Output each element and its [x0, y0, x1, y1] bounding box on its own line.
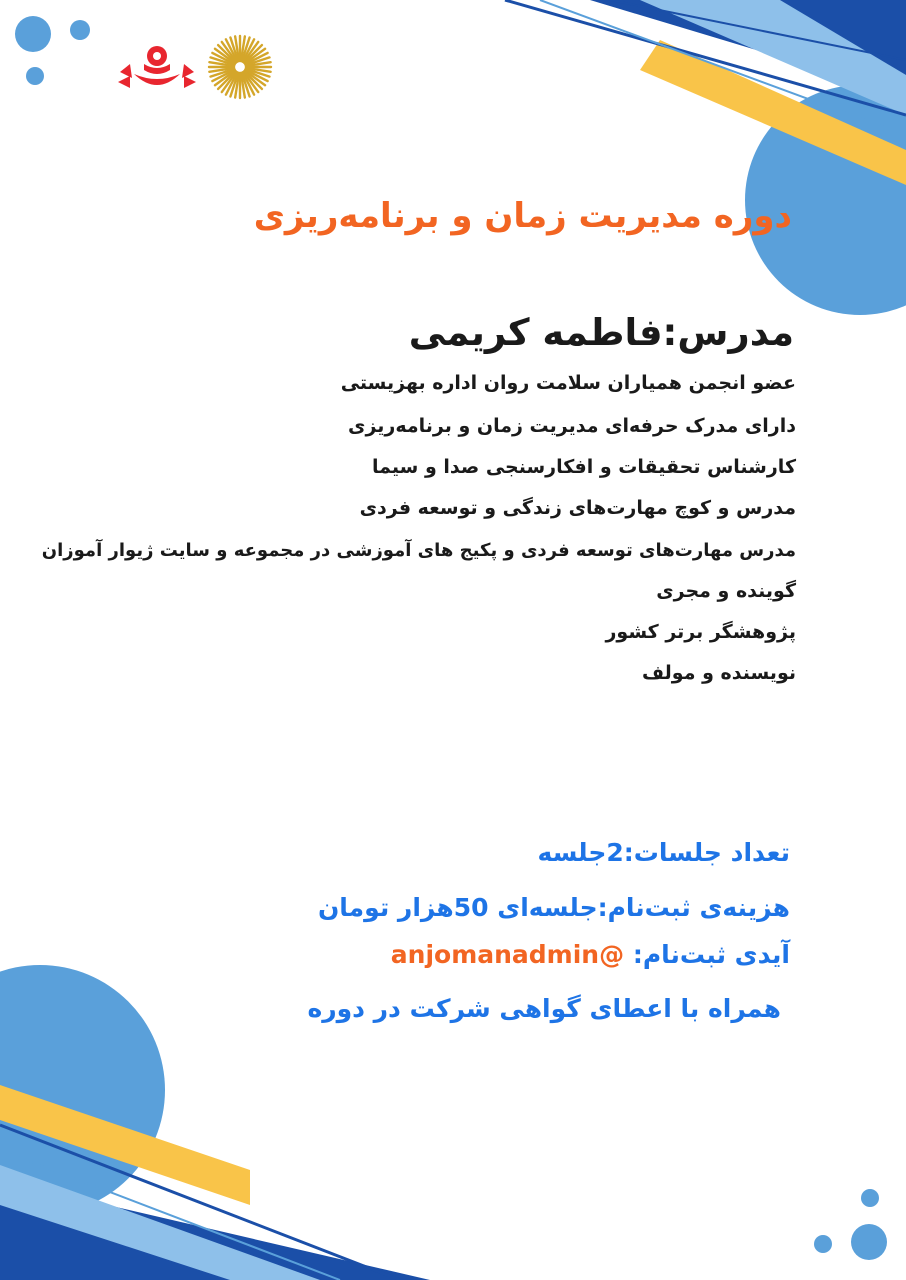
bio-line: پژوهشگر برتر کشور [605, 621, 796, 643]
dot-br-medium [814, 1235, 832, 1253]
dot-small [26, 67, 44, 85]
sessions-count: تعداد جلسات:2جلسه [537, 838, 790, 867]
registration-id-link[interactable]: @anjomanadmin [390, 940, 625, 969]
certificate-note: همراه با اعطای گواهی شرکت در دوره [307, 994, 781, 1023]
bio-line: عضو انجمن همیاران سلامت روان اداره بهزیستی [340, 372, 796, 394]
bio-line: دارای مدرک حرفه‌ای مدیریت زمان و برنامه‌ریزی [348, 415, 796, 437]
registration-id-row [391, 940, 790, 969]
registration-fee: هزینه‌ی ثبت‌نام:جلسه‌ای 50هزار تومان [317, 893, 790, 922]
org-logo-red-icon [116, 34, 198, 98]
bio-line: گوینده و مجری [656, 580, 796, 602]
dot-br-large [851, 1224, 887, 1260]
registration-id-label: آیدی ثبت‌نام: [632, 940, 790, 969]
dot-large [15, 16, 51, 52]
bio-line: کارشناس تحقیقات و افکارسنجی صدا و سیما [372, 456, 796, 478]
teacher-heading: مدرس:فاطمه کریمی [408, 311, 794, 354]
sunburst-logo-gold-icon [206, 33, 274, 101]
bio-line: نویسنده و مولف [642, 662, 796, 684]
dot-br-small [861, 1189, 879, 1207]
bio-line: مدرس مهارت‌های توسعه فردی و پکیج های آموزشی در مجموعه و سایت ژیوار آموزان [41, 540, 796, 561]
dot-medium [70, 20, 90, 40]
bio-line: مدرس و کوچ مهارت‌های زندگی و توسعه فردی [359, 497, 796, 519]
course-title: دوره مدیریت زمان و برنامه‌ریزی [253, 196, 792, 236]
